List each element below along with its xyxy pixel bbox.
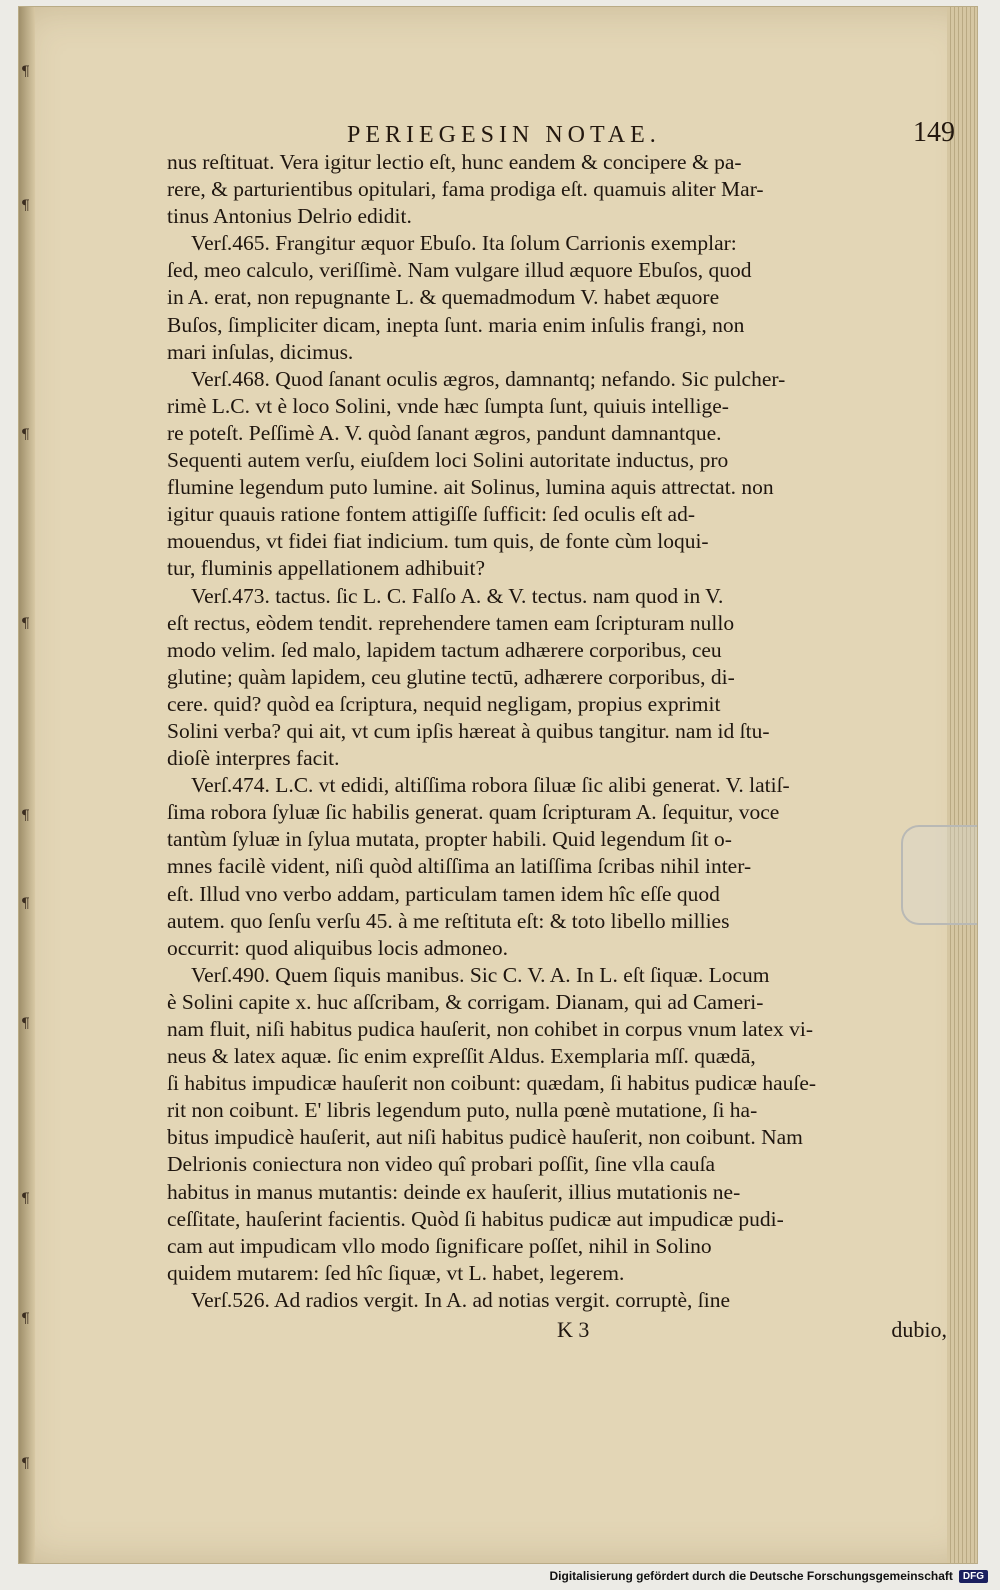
text-line: quidem mutarem: ſed hîc ſiquæ, vt L. habet, legerem. xyxy=(167,1260,625,1285)
margin-mark: ¶ xyxy=(21,896,30,912)
text-line: ceſſitate, hauſerint facientis. Quòd ſi habitus pudicæ aut impudicæ pudi- xyxy=(167,1206,784,1231)
text-line: cere. quid? quòd ea ſcriptura, nequid negligam, propius exprimit xyxy=(167,691,721,716)
margin-mark: ¶ xyxy=(21,1191,30,1207)
text-line: re poteſt. Peſſimè A. V. quòd ſanant ægros, pandunt damnantque. xyxy=(167,420,722,445)
margin-marks xyxy=(21,7,35,1563)
text-line: Verſ.468. Quod ſanant oculis ægros, damnantq; nefando. Sic pulcher- xyxy=(191,366,786,391)
page-number: 149 xyxy=(913,117,955,148)
text-line: dioſè interpres facit. xyxy=(167,746,340,771)
running-header xyxy=(167,117,967,149)
text-line: autem. quo ſenſu verſu 45. à me reſtituta eſt: & toto libello millies xyxy=(167,908,730,933)
text-line: ſi habitus impudicæ hauſerit non coibunt: quædam, ſi habitus pudicæ hauſe- xyxy=(167,1071,817,1096)
text-line: tantùm ſyluæ in ſylua mutata, propter habili. Quid legendum ſit o- xyxy=(167,827,732,852)
text-line: tur, fluminis appellationem adhibuit? xyxy=(167,556,485,581)
margin-mark: ¶ xyxy=(21,1016,30,1032)
text-line: nus reſtituat. Vera igitur lectio eſt, hunc eandem & concipere & pa- xyxy=(167,150,742,174)
text-line: è Solini capite x. huc aſſcribam, & corrigam. Dianam, qui ad Cameri- xyxy=(167,989,764,1014)
catchline xyxy=(167,1316,967,1343)
text-line: nam fluit, niſi habitus pudica hauſerit, non cohibet in corpus vnum latex vi- xyxy=(167,1017,814,1041)
text-line: occurrit: quod aliquibus locis admoneo. xyxy=(167,935,508,960)
text-line: Sequenti autem verſu, eiuſdem loci Solini autoritate inductus, pro xyxy=(167,448,729,473)
digitization-footer xyxy=(0,1562,1000,1590)
margin-mark: ¶ xyxy=(21,427,30,443)
text-line: mari inſulas, dicimus. xyxy=(167,339,354,364)
margin-mark: ¶ xyxy=(21,1456,30,1472)
text-line: mnes facilè vident, niſi quòd altiſſima an latiſſima ſcribas nihil inter- xyxy=(167,854,752,879)
text-line: Verſ.473. tactus. ſic L. C. Falſo A. & V. tectus. nam quod in V. xyxy=(191,583,724,608)
text-line: mouendus, vt fidei fiat indicium. tum quis, de fonte cùm loqui- xyxy=(167,529,709,554)
margin-mark: ¶ xyxy=(21,1311,30,1327)
text-line: eſt. Illud vno verbo addam, particulam tamen idem hîc eſſe quod xyxy=(167,881,720,906)
footer-credit: Digitalisierung gefördert durch die Deutsche Forschungsgemeinschaft xyxy=(549,1569,953,1583)
text-line: eſt rectus, eòdem tendit. reprehendere tamen eam ſcripturam nullo xyxy=(167,610,735,635)
text-line: glutine; quàm lapidem, ceu glutine tectū, adhærere corporibus, di- xyxy=(167,664,735,689)
text-line: Verſ.490. Quem ſiquis manibus. Sic C. V. A. In L. eſt ſiquæ. Locum xyxy=(191,962,770,987)
text-line: igitur quauis ratione fontem attigiſſe ſufficit: ſed oculis eſt ad- xyxy=(167,502,696,527)
text-line: ſima robora ſyluæ ſic habilis generat. quam ſcripturam A. ſequitur, voce xyxy=(167,800,780,825)
main-text xyxy=(167,149,967,1343)
text-line: rimè L.C. vt è loco Solini, vnde hæc ſumpta ſunt, quiuis intellige- xyxy=(167,393,729,418)
dfg-logo: DFG xyxy=(959,1570,988,1583)
text-line: flumine legendum puto lumine. ait Solinus, lumina aquis attrectat. non xyxy=(167,475,774,500)
text-line: habitus in manus mutantis: deinde ex hauſerit, illius mutationis ne- xyxy=(167,1179,741,1204)
text-line: neus & latex aquæ. ſic enim expreſſit Aldus. Exemplaria mſſ. quædā, xyxy=(167,1044,756,1069)
signature-mark: K 3 xyxy=(557,1317,590,1343)
text-line: Verſ.474. L.C. vt edidi, altiſſima robora ſiluæ ſic alibi generat. V. latiſ- xyxy=(191,773,790,798)
text-line: ſed, meo calculo, veriſſimè. Nam vulgare illud æquore Ebuſos, quod xyxy=(167,258,752,283)
text-line: rit non coibunt. E' libris legendum puto, nulla pœnè mutatione, ſi ha- xyxy=(167,1098,758,1123)
text-line: Verſ.526. Ad radios vergit. In A. ad notias vergit. corruptè, ſine xyxy=(191,1287,730,1312)
text-line: cam aut impudicam vllo modo ſignificare poſſet, nihil in Solino xyxy=(167,1233,712,1258)
catchword: dubio, xyxy=(891,1317,947,1343)
text-line: in A. erat, non repugnante L. & quemadmodum V. habet æquore xyxy=(167,285,720,310)
text-line: Verſ.465. Frangitur æquor Ebuſo. Ita ſolum Carrionis exemplar: xyxy=(191,231,737,256)
text-line: bitus impudicè hauſerit, aut niſi habitus pudicè hauſerit, non coibunt. Nam xyxy=(167,1125,803,1150)
text-line: rere, & parturientibus opitulari, fama prodiga eſt. quamuis aliter Mar- xyxy=(167,177,764,202)
margin-mark: ¶ xyxy=(21,616,30,632)
margin-mark: ¶ xyxy=(21,198,30,214)
text-line: modo velim. ſed malo, lapidem tactum adhærere corporibus, ceu xyxy=(167,637,722,662)
margin-mark: ¶ xyxy=(21,64,30,80)
running-head: PERIEGESIN NOTAE. xyxy=(347,122,661,148)
text-line: Solini verba? qui ait, vt cum ipſis hæreat à quibus tangitur. nam id ſtu- xyxy=(167,718,770,743)
margin-mark: ¶ xyxy=(21,808,30,824)
text-line: tinus Antonius Delrio edidit. xyxy=(167,204,412,229)
book-page xyxy=(18,6,978,1564)
text-line: Buſos, ſimpliciter dicam, inepta ſunt. maria enim inſulis frangi, non xyxy=(167,312,745,337)
text-line: Delrionis coniectura non video quî probari poſſit, ſine vlla cauſa xyxy=(167,1152,716,1177)
